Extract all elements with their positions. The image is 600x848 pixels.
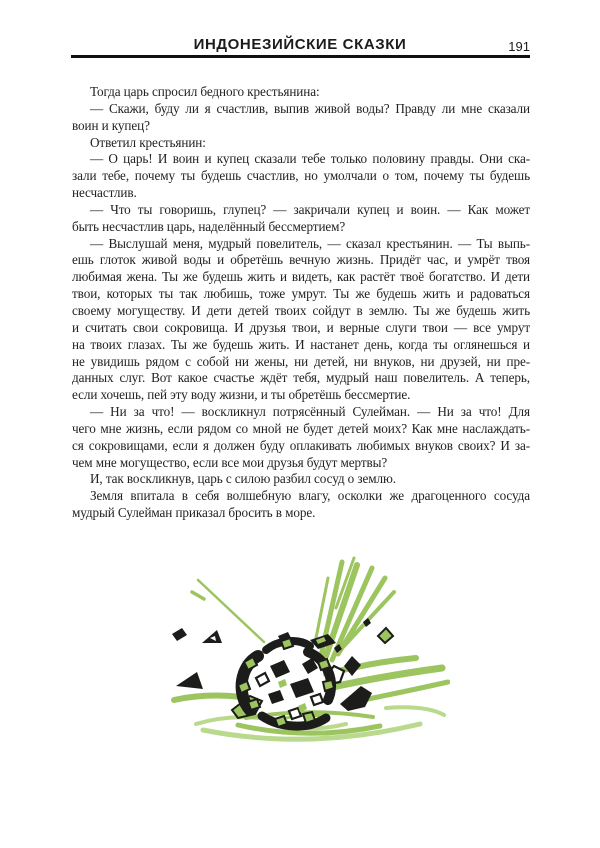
text-line: зали тебе, почему ты будешь счастлив, но умолчали о том, почему ты будешь [72, 168, 530, 184]
text-line: — О царь! И воин и купец сказали тебе только половину правды. Они ска- [90, 151, 530, 167]
text-line: и считать свои сокровища. И друзья твои, и верные слуги твои — все умрут [72, 319, 530, 335]
text-line: Земля впитала в себя волшебную влагу, осколки же драгоценного сосуда [90, 488, 530, 504]
page-number: 191 [508, 39, 530, 54]
text-line: — Выслушай меня, мудрый повелитель, — сказал крестьянин. — Ты выпь- [90, 235, 530, 251]
text-line: данных слуг. Вот какое счастье ждёт тебя, мудрый наш повелитель. А теперь, [72, 370, 530, 386]
text-line: воин и купец? [72, 117, 150, 133]
splash-streaks [174, 558, 448, 700]
story-text [72, 84, 530, 522]
text-line: И, так воскликнув, царь с силою разбил сосуд о землю. [90, 471, 396, 487]
text-line: своему могуществу. И дети детей твоих сойдут в землю. Ты же будешь жить [72, 302, 530, 318]
text-line: если хочешь, пей эту воду жизни, и ты обретёшь бессмертие. [72, 387, 411, 403]
text-line: не увидишь рядом с собой ни жены, ни детей, ни внуков, ни друзей, ни пре- [72, 353, 530, 369]
header-rule [71, 55, 530, 58]
text-line: — Ни за что! — воскликнул потрясённый Сулейман. — Ни за что! Для [90, 404, 530, 420]
text-line: чего мне жизнь, если рядом со мной не будет детей моих? Как мне наслаждать- [72, 420, 530, 436]
text-line: любимая жена. Ты же будешь жить и видеть, как растёт твоё богатство. И дети [72, 269, 530, 285]
text-line: быть несчастлив царь, наделённый бессмертием? [72, 218, 346, 234]
text-line: Тогда царь спросил бедного крестьянина: [90, 84, 320, 99]
text-line: несчастлив. [72, 185, 137, 201]
text-line: ешь глоток живой воды и обретёшь вечную жизнь. Придёт час, и умрёт твоя [72, 252, 530, 268]
running-title: ИНДОНЕЗИЙСКИЕ СКАЗКИ [193, 36, 407, 53]
text-line: Ответил крестьянин: [90, 134, 206, 150]
text-line: — Скажи, буду ли я счастлив, выпив живой воды? Правду ли мне сказали [90, 100, 530, 116]
text-line: ся сокровищами, если я должен буду оплакивать любимых внуков своих? И за- [72, 437, 530, 453]
text-line: твои, которых ты так любишь, тоже умрут. Ты же будешь жить и радоваться [72, 286, 530, 302]
text-line: чем мне могущество, если все мои друзья будут мертвы? [72, 454, 388, 470]
text-line: — Что ты говоришь, глупец? — закричали купец и воин. — Как может [90, 201, 530, 217]
text-line: на твоих глазах. Ты же будешь жить. И настанет день, когда ты оглянешься и [72, 336, 530, 352]
illustration-broken-vessel [158, 548, 450, 754]
splash-illustration-svg [158, 548, 450, 754]
text-line: мудрый Сулейман приказал бросить в море. [72, 505, 316, 521]
